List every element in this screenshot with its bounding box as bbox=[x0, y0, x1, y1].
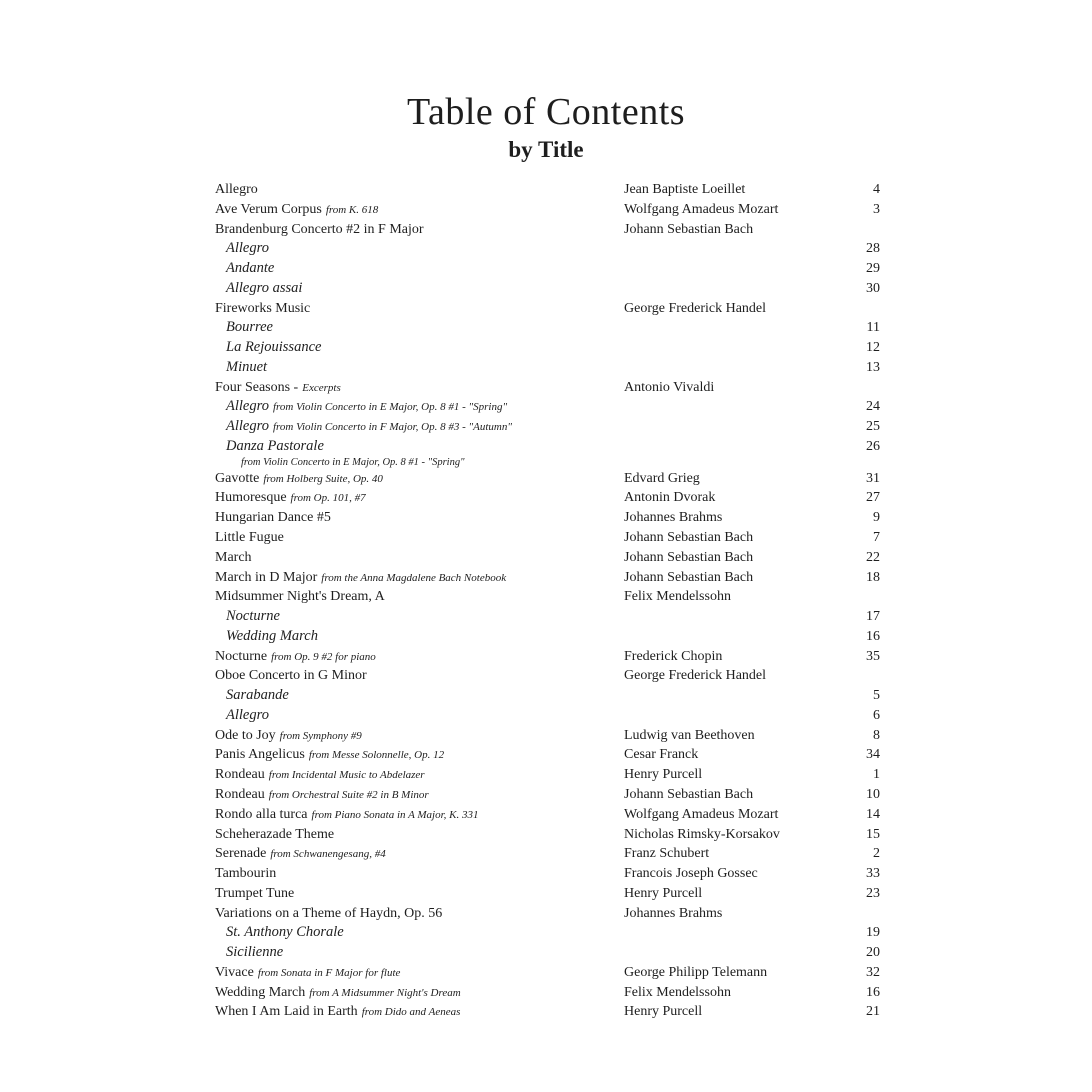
entry-composer: Henry Purcell bbox=[624, 885, 703, 901]
entry-page-number: 6 bbox=[873, 707, 880, 723]
toc-subentry bbox=[215, 607, 880, 627]
entry-title-text: Fireworks Music bbox=[215, 300, 311, 316]
entry-page-number: 33 bbox=[866, 866, 880, 882]
entry-composer: Jean Baptiste Loeillet bbox=[624, 182, 746, 197]
toc-subentry bbox=[215, 318, 880, 338]
entry-title-text: When I Am Laid in Earth bbox=[215, 1004, 358, 1020]
toc-entry bbox=[215, 200, 880, 220]
entry-composer: Johann Sebastian Bach bbox=[624, 530, 754, 546]
entry-title-text: Gavotte bbox=[215, 470, 260, 486]
entry-title-text: Wedding March bbox=[226, 627, 318, 644]
entry-title bbox=[215, 417, 512, 438]
entry-composer: Henry Purcell bbox=[624, 767, 703, 783]
entry-title bbox=[215, 864, 276, 884]
toc-entry bbox=[215, 647, 880, 667]
entry-title bbox=[215, 686, 289, 706]
toc-subentry bbox=[215, 279, 880, 299]
toc-entry bbox=[215, 745, 880, 765]
entry-page-number: 21 bbox=[866, 1004, 880, 1020]
toc-entry bbox=[215, 884, 880, 904]
entry-title bbox=[215, 568, 506, 589]
entry-title-text: Ode to Joy bbox=[215, 727, 276, 743]
entry-title bbox=[215, 647, 376, 668]
toc-list bbox=[215, 180, 880, 1022]
entry-composer: Wolfgang Amadeus Mozart bbox=[624, 806, 779, 822]
entry-page-number: 13 bbox=[866, 359, 880, 375]
entry-page-number: 30 bbox=[866, 280, 880, 296]
entry-page-number: 34 bbox=[866, 747, 880, 763]
entry-title bbox=[215, 457, 464, 469]
entry-title-text: Brandenburg Concerto #2 in F Major bbox=[215, 221, 424, 237]
entry-title-text: Variations on a Theme of Haydn, Op. 56 bbox=[215, 905, 443, 921]
toc-entry bbox=[215, 963, 880, 983]
entry-title-text: March in D Major bbox=[215, 569, 318, 585]
entry-title bbox=[215, 239, 269, 259]
entry-title bbox=[215, 488, 366, 509]
entry-title bbox=[215, 397, 507, 418]
entry-page-number: 8 bbox=[873, 727, 880, 743]
entry-page-number: 26 bbox=[866, 438, 880, 454]
entry-title bbox=[215, 508, 331, 528]
entry-composer: Wolfgang Amadeus Mozart bbox=[624, 201, 779, 217]
toc-entry bbox=[215, 488, 880, 508]
entry-page-number: 20 bbox=[866, 945, 880, 961]
toc-subentry bbox=[215, 686, 880, 706]
entry-composer: Frederick Chopin bbox=[624, 648, 723, 664]
entry-title-text: Trumpet Tune bbox=[215, 885, 295, 901]
toc-entry bbox=[215, 299, 880, 319]
entry-title-text: Wedding March bbox=[215, 984, 306, 1000]
entry-title bbox=[215, 378, 341, 399]
entry-title bbox=[215, 358, 267, 378]
entry-title-text: Minuet bbox=[226, 358, 268, 375]
entry-title-text: Rondeau bbox=[215, 767, 265, 783]
toc-entry bbox=[215, 726, 880, 746]
entry-page-number: 7 bbox=[873, 530, 880, 546]
entry-composer: Francois Joseph Gossec bbox=[624, 866, 758, 882]
entry-title-text: Allegro bbox=[226, 398, 269, 415]
entry-title bbox=[215, 587, 385, 607]
entry-composer: George Philipp Telemann bbox=[624, 964, 768, 980]
entry-title-text: Rondeau bbox=[215, 786, 265, 802]
entry-title-text: Scheherazade Theme bbox=[215, 826, 335, 842]
entry-source-note: from Op. 101, #7 bbox=[290, 492, 366, 505]
entry-title bbox=[215, 884, 294, 904]
toc-entry bbox=[215, 904, 880, 924]
entry-title bbox=[215, 469, 383, 490]
entry-page-number: 25 bbox=[866, 419, 880, 435]
entry-composer: Felix Mendelssohn bbox=[624, 984, 731, 1000]
toc-entry bbox=[215, 587, 880, 607]
entry-title bbox=[215, 607, 280, 627]
toc-entry bbox=[215, 825, 880, 845]
entry-page-number: 19 bbox=[866, 925, 880, 941]
entry-title bbox=[215, 825, 334, 845]
entry-title-text: Hungarian Dance #5 bbox=[215, 510, 331, 526]
entry-title bbox=[215, 548, 252, 568]
entry-title-text: Vivace bbox=[215, 964, 254, 980]
entry-page-number: 14 bbox=[866, 806, 880, 822]
toc-entry-note bbox=[215, 457, 880, 469]
entry-title-text: La Rejouissance bbox=[226, 339, 322, 356]
entry-title-text: Nocturne bbox=[226, 608, 280, 625]
entry-title-text: Allegro bbox=[215, 182, 258, 197]
entry-title-text: from Violin Concerto in E Major, Op. 8 #1 - "Spring" bbox=[241, 456, 465, 468]
entry-title bbox=[215, 627, 318, 647]
toc-entry bbox=[215, 785, 880, 805]
entry-page-number: 23 bbox=[866, 885, 880, 901]
toc-subentry bbox=[215, 417, 880, 437]
entry-title-text: Tambourin bbox=[215, 866, 277, 882]
entry-page-number: 16 bbox=[866, 628, 880, 644]
entry-title bbox=[215, 1002, 460, 1023]
entry-title-text: Serenade bbox=[215, 846, 267, 862]
page-title: Table of Contents bbox=[406, 91, 686, 133]
toc-entry bbox=[215, 508, 880, 528]
entry-composer: Nicholas Rimsky-Korsakov bbox=[624, 826, 780, 842]
entry-composer: Johannes Brahms bbox=[624, 510, 723, 526]
entry-title bbox=[215, 765, 425, 786]
entry-title bbox=[215, 180, 258, 200]
entry-page-number: 3 bbox=[873, 201, 880, 217]
toc-entry bbox=[215, 528, 880, 548]
entry-source-note: from Piano Sonata in A Major, K. 331 bbox=[311, 808, 479, 821]
entry-page-number: 32 bbox=[866, 964, 880, 980]
toc-subentry bbox=[215, 259, 880, 279]
toc-subentry bbox=[215, 923, 880, 943]
entry-title-text: Ave Verum Corpus bbox=[215, 201, 322, 217]
toc-entry bbox=[215, 1002, 880, 1022]
entry-composer: Ludwig van Beethoven bbox=[624, 727, 755, 743]
entry-source-note: from K. 618 bbox=[325, 203, 379, 216]
entry-composer: Johann Sebastian Bach bbox=[624, 549, 754, 565]
entry-title bbox=[215, 279, 302, 299]
entry-composer: Franz Schubert bbox=[624, 846, 710, 862]
entry-title bbox=[215, 338, 321, 358]
entry-title bbox=[215, 220, 424, 240]
entry-page-number: 12 bbox=[866, 340, 880, 356]
entry-source-note: from Dido and Aeneas bbox=[361, 1006, 461, 1019]
entry-title bbox=[215, 726, 362, 747]
entry-page-number: 4 bbox=[873, 182, 880, 197]
entry-page-number: 24 bbox=[866, 399, 880, 415]
toc-subentry bbox=[215, 437, 880, 457]
entry-composer: Johann Sebastian Bach bbox=[624, 569, 754, 585]
entry-title-text: Rondo alla turca bbox=[215, 806, 308, 822]
entry-title bbox=[215, 844, 386, 865]
entry-source-note: from Incidental Music to Abdelazer bbox=[268, 769, 425, 782]
entry-page-number: 35 bbox=[866, 648, 880, 664]
entry-page-number: 2 bbox=[873, 846, 880, 862]
toc-entry bbox=[215, 568, 880, 588]
entry-page-number: 16 bbox=[866, 984, 880, 1000]
entry-composer: Antonio Vivaldi bbox=[624, 379, 715, 395]
entry-composer: George Frederick Handel bbox=[624, 668, 767, 684]
entry-composer: Henry Purcell bbox=[624, 1004, 703, 1020]
toc-subentry bbox=[215, 338, 880, 358]
entry-source-note: from Symphony #9 bbox=[279, 729, 362, 742]
toc-entry bbox=[215, 220, 880, 240]
entry-title-text: Oboe Concerto in G Minor bbox=[215, 668, 367, 684]
entry-title bbox=[215, 963, 400, 984]
entry-title bbox=[215, 437, 324, 457]
page-subtitle: by Title bbox=[508, 137, 584, 162]
entry-source-note: from Op. 9 #2 for piano bbox=[271, 650, 376, 663]
entry-title-text: Danza Pastorale bbox=[226, 437, 324, 454]
toc-subentry bbox=[215, 397, 880, 417]
entry-title bbox=[215, 745, 444, 766]
toc-entry bbox=[215, 469, 880, 489]
entry-composer: Edvard Grieg bbox=[624, 470, 700, 486]
toc-entry bbox=[215, 983, 880, 1003]
entry-page-number: 9 bbox=[873, 510, 880, 526]
entry-title-text: Little Fugue bbox=[215, 530, 284, 546]
entry-source-note: from Violin Concerto in E Major, Op. 8 #1 - "Spring" bbox=[272, 401, 508, 414]
toc-subentry bbox=[215, 627, 880, 647]
entry-page-number: 10 bbox=[866, 786, 880, 802]
entry-source-note: Excerpts bbox=[302, 381, 341, 394]
toc-entry bbox=[215, 864, 880, 884]
entry-title bbox=[215, 259, 274, 279]
entry-title-text: Four Seasons - bbox=[215, 379, 299, 395]
entry-page-number: 29 bbox=[866, 261, 880, 277]
entry-page-number: 22 bbox=[866, 549, 880, 565]
entry-title bbox=[215, 299, 310, 319]
entry-title bbox=[215, 983, 461, 1004]
entry-page-number: 1 bbox=[873, 767, 880, 783]
entry-composer: Felix Mendelssohn bbox=[624, 589, 731, 605]
toc-subentry bbox=[215, 358, 880, 378]
entry-title-text: St. Anthony Chorale bbox=[226, 924, 344, 941]
entry-title-text: Panis Angelicus bbox=[215, 747, 305, 763]
entry-title-text: Andante bbox=[226, 260, 275, 277]
entry-source-note: from the Anna Magdalene Bach Notebook bbox=[321, 571, 507, 584]
entry-page-number: 28 bbox=[866, 241, 880, 257]
entry-source-note: from Messe Solonnelle, Op. 12 bbox=[308, 749, 445, 762]
toc-entry bbox=[215, 378, 880, 398]
entry-title bbox=[215, 904, 442, 924]
entry-page-number: 17 bbox=[866, 609, 880, 625]
toc-entry bbox=[215, 805, 880, 825]
entry-page-number: 27 bbox=[866, 490, 880, 506]
entry-page-number: 15 bbox=[866, 826, 880, 842]
entry-title-text: Allegro bbox=[226, 240, 269, 257]
entry-title bbox=[215, 785, 429, 806]
entry-source-note: from Schwanengesang, #4 bbox=[270, 848, 386, 861]
toc-subentry bbox=[215, 706, 880, 726]
toc-entry bbox=[215, 548, 880, 568]
entry-title-text: Midsummer Night's Dream, A bbox=[215, 589, 385, 605]
entry-title-text: Allegro bbox=[226, 418, 269, 435]
entry-source-note: from Holberg Suite, Op. 40 bbox=[263, 472, 383, 485]
entry-title bbox=[215, 805, 478, 826]
toc-entry bbox=[215, 844, 880, 864]
entry-title-text: Sicilienne bbox=[226, 944, 284, 961]
toc-subentry bbox=[215, 943, 880, 963]
entry-title-text: March bbox=[215, 549, 252, 565]
entry-page-number: 5 bbox=[873, 688, 880, 704]
entry-source-note: from A Midsummer Night's Dream bbox=[309, 986, 461, 999]
entry-title bbox=[215, 666, 367, 686]
entry-page-number: 31 bbox=[866, 470, 880, 486]
entry-source-note: from Violin Concerto in F Major, Op. 8 #3 - "Autumn" bbox=[272, 421, 512, 434]
entry-title-text: Bourree bbox=[226, 319, 273, 336]
entry-title-text: Sarabande bbox=[226, 687, 289, 704]
entry-title-text: Nocturne bbox=[215, 648, 268, 664]
entry-source-note: from Sonata in F Major for flute bbox=[257, 966, 401, 979]
toc-subentry bbox=[215, 239, 880, 259]
entry-composer: Johann Sebastian Bach bbox=[624, 786, 754, 802]
entry-title-text: Allegro assai bbox=[226, 279, 303, 296]
toc-entry bbox=[215, 180, 880, 200]
toc-entry bbox=[215, 765, 880, 785]
entry-page-number: 11 bbox=[866, 320, 880, 336]
toc-entry bbox=[215, 666, 880, 686]
entry-title bbox=[215, 200, 378, 221]
entry-page-number: 18 bbox=[866, 569, 880, 585]
entry-source-note: from Orchestral Suite #2 in B Minor bbox=[268, 788, 429, 801]
entry-title bbox=[215, 923, 344, 943]
entry-title bbox=[215, 318, 273, 338]
entry-composer: George Frederick Handel bbox=[624, 300, 767, 316]
entry-composer: Antonin Dvorak bbox=[624, 490, 716, 506]
entry-composer: Johann Sebastian Bach bbox=[624, 221, 754, 237]
entry-title bbox=[215, 528, 284, 548]
entry-title bbox=[215, 706, 269, 726]
entry-composer: Johannes Brahms bbox=[624, 905, 723, 921]
entry-composer: Cesar Franck bbox=[624, 747, 699, 763]
entry-title-text: Allegro bbox=[226, 706, 269, 723]
entry-title bbox=[215, 943, 283, 963]
entry-title-text: Humoresque bbox=[215, 490, 287, 506]
